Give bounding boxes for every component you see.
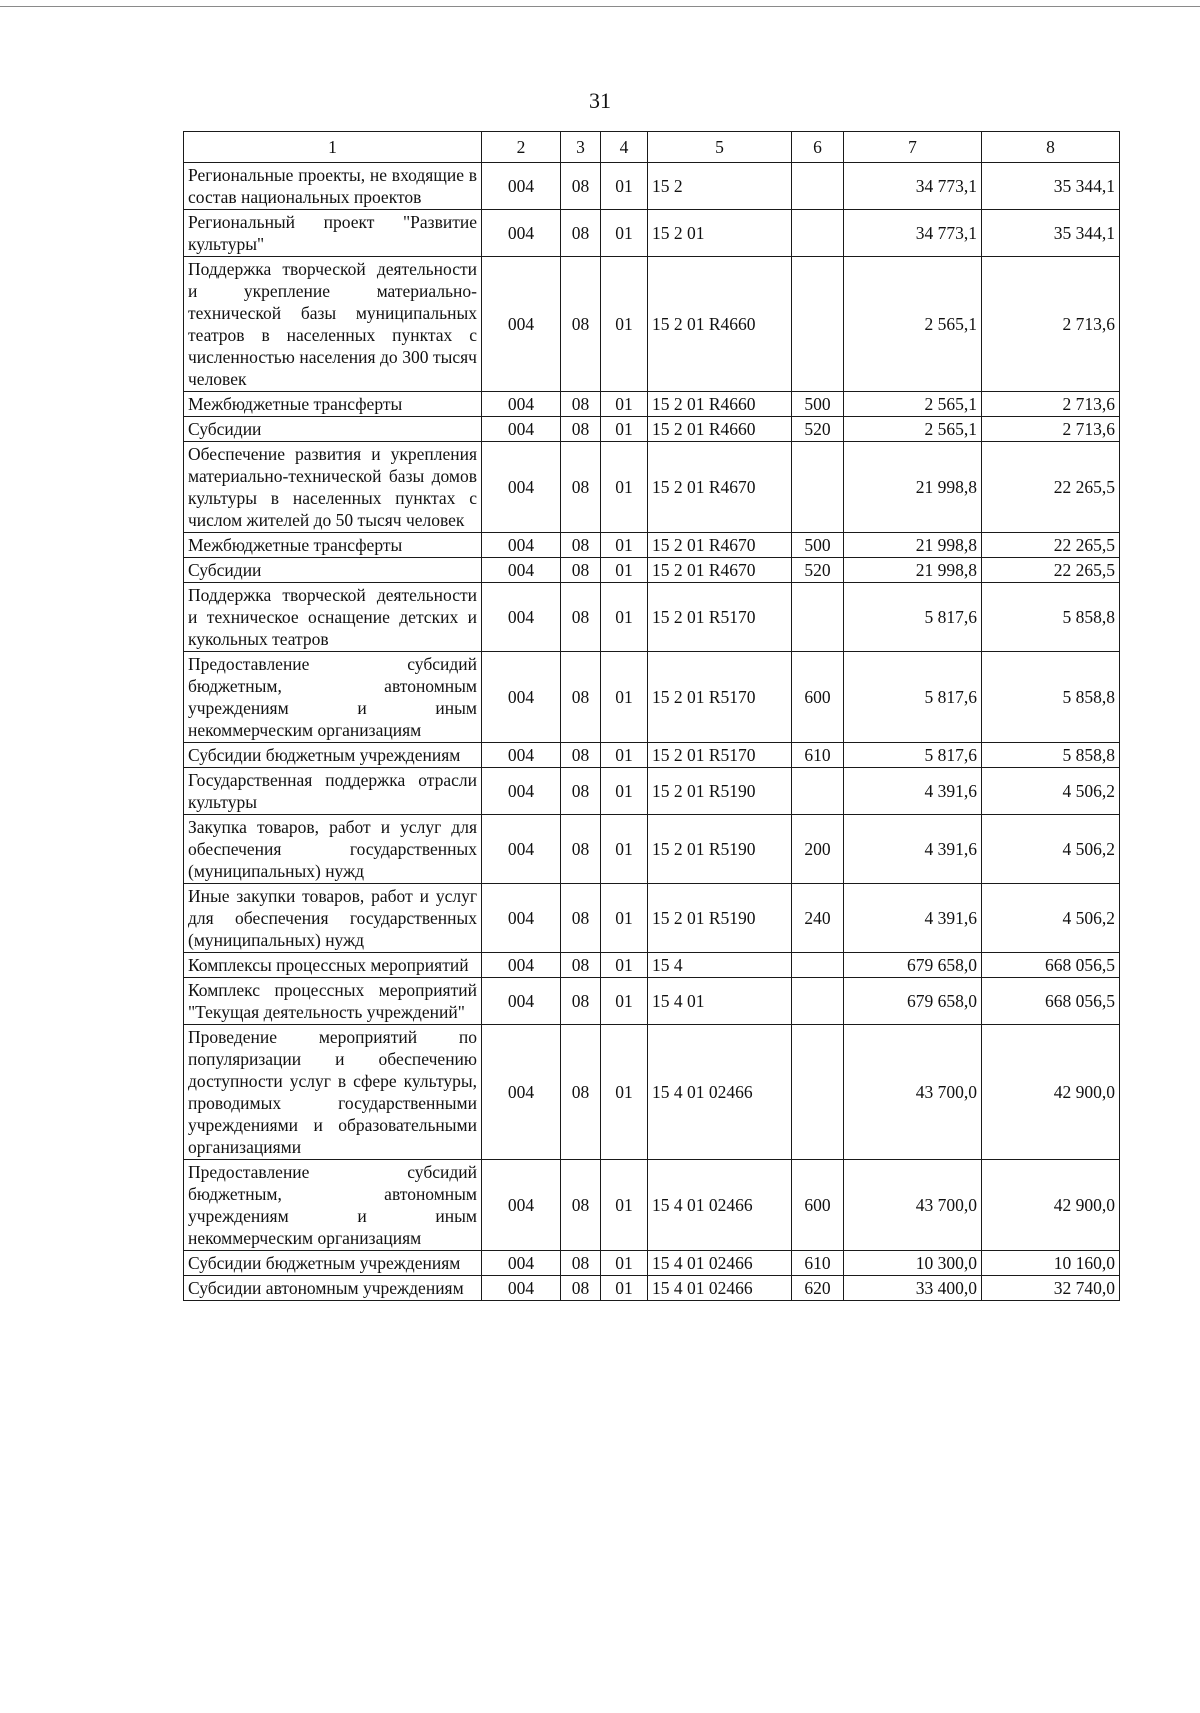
header-cell: 3 xyxy=(561,132,601,163)
amount-col8: 22 265,5 xyxy=(982,558,1120,583)
amount-col7: 4 391,6 xyxy=(844,768,982,815)
row-name: Поддержка творческой деятельности и техническое оснащение детских и кукольных театров xyxy=(184,583,482,652)
amount-col8: 668 056,5 xyxy=(982,953,1120,978)
subchapter-code: 01 xyxy=(601,768,648,815)
header-cell: 8 xyxy=(982,132,1120,163)
subchapter-code: 01 xyxy=(601,442,648,533)
row-name: Субсидии xyxy=(184,417,482,442)
subchapter-code: 01 xyxy=(601,743,648,768)
expense-type-code xyxy=(792,583,844,652)
amount-col8: 32 740,0 xyxy=(982,1276,1120,1301)
amount-col7: 21 998,8 xyxy=(844,533,982,558)
target-article-code: 15 2 01 R5170 xyxy=(648,743,792,768)
row-name: Межбюджетные трансферты xyxy=(184,392,482,417)
top-rule xyxy=(0,6,1200,7)
budget-table xyxy=(183,131,1120,1301)
row-name: Обеспечение развития и укрепления материально-технической базы домов культуры в населенных пунктах с числом жителей до 50 тысяч человек xyxy=(184,442,482,533)
section-code: 004 xyxy=(482,1025,561,1160)
table-row xyxy=(184,163,1120,210)
section-code: 004 xyxy=(482,417,561,442)
amount-col7: 33 400,0 xyxy=(844,1276,982,1301)
table-row xyxy=(184,257,1120,392)
expense-type-code: 500 xyxy=(792,533,844,558)
target-article-code: 15 4 01 02466 xyxy=(648,1251,792,1276)
target-article-code: 15 2 01 R4660 xyxy=(648,417,792,442)
row-name: Субсидии xyxy=(184,558,482,583)
row-name: Комплексы процессных мероприятий xyxy=(184,953,482,978)
row-name: Предоставление субсидий бюджетным, автономным учреждениям и иным некоммерческим организациям xyxy=(184,1160,482,1251)
target-article-code: 15 2 01 R5190 xyxy=(648,815,792,884)
header-cell: 5 xyxy=(648,132,792,163)
row-name: Региональный проект "Развитие культуры" xyxy=(184,210,482,257)
chapter-code: 08 xyxy=(561,652,601,743)
subchapter-code: 01 xyxy=(601,815,648,884)
target-article-code: 15 4 01 02466 xyxy=(648,1276,792,1301)
expense-type-code xyxy=(792,953,844,978)
table-row xyxy=(184,533,1120,558)
chapter-code: 08 xyxy=(561,583,601,652)
table-row xyxy=(184,1276,1120,1301)
target-article-code: 15 2 xyxy=(648,163,792,210)
table-row xyxy=(184,392,1120,417)
amount-col7: 43 700,0 xyxy=(844,1025,982,1160)
subchapter-code: 01 xyxy=(601,978,648,1025)
subchapter-code: 01 xyxy=(601,652,648,743)
row-name: Комплекс процессных мероприятий "Текущая деятельность учреждений" xyxy=(184,978,482,1025)
amount-col7: 10 300,0 xyxy=(844,1251,982,1276)
section-code: 004 xyxy=(482,558,561,583)
header-cell: 6 xyxy=(792,132,844,163)
subchapter-code: 01 xyxy=(601,533,648,558)
expense-type-code xyxy=(792,442,844,533)
amount-col7: 2 565,1 xyxy=(844,392,982,417)
amount-col8: 10 160,0 xyxy=(982,1251,1120,1276)
table-row xyxy=(184,417,1120,442)
expense-type-code: 610 xyxy=(792,1251,844,1276)
amount-col7: 5 817,6 xyxy=(844,583,982,652)
target-article-code: 15 2 01 R5170 xyxy=(648,652,792,743)
amount-col8: 42 900,0 xyxy=(982,1025,1120,1160)
chapter-code: 08 xyxy=(561,768,601,815)
table-row xyxy=(184,1160,1120,1251)
subchapter-code: 01 xyxy=(601,583,648,652)
page-number: 31 xyxy=(589,88,611,113)
subchapter-code: 01 xyxy=(601,884,648,953)
row-name: Региональные проекты, не входящие в состав национальных проектов xyxy=(184,163,482,210)
expense-type-code: 520 xyxy=(792,417,844,442)
chapter-code: 08 xyxy=(561,442,601,533)
chapter-code: 08 xyxy=(561,1251,601,1276)
chapter-code: 08 xyxy=(561,163,601,210)
row-name: Поддержка творческой деятельности и укрепление материально-технической базы муниципальных театров в населенных пунктах с численностью населения до 300 тысяч человек xyxy=(184,257,482,392)
amount-col7: 21 998,8 xyxy=(844,558,982,583)
chapter-code: 08 xyxy=(561,210,601,257)
subchapter-code: 01 xyxy=(601,953,648,978)
section-code: 004 xyxy=(482,442,561,533)
chapter-code: 08 xyxy=(561,1160,601,1251)
target-article-code: 15 2 01 R5190 xyxy=(648,884,792,953)
amount-col8: 668 056,5 xyxy=(982,978,1120,1025)
row-name: Проведение мероприятий по популяризации и обеспечению доступности услуг в сфере культуры, проводимых государственными учреждениями и образовательными организациями xyxy=(184,1025,482,1160)
amount-col7: 679 658,0 xyxy=(844,953,982,978)
section-code: 004 xyxy=(482,768,561,815)
subchapter-code: 01 xyxy=(601,417,648,442)
expense-type-code: 620 xyxy=(792,1276,844,1301)
amount-col7: 34 773,1 xyxy=(844,210,982,257)
amount-col8: 42 900,0 xyxy=(982,1160,1120,1251)
amount-col8: 35 344,1 xyxy=(982,210,1120,257)
amount-col7: 2 565,1 xyxy=(844,257,982,392)
amount-col8: 2 713,6 xyxy=(982,417,1120,442)
chapter-code: 08 xyxy=(561,978,601,1025)
section-code: 004 xyxy=(482,392,561,417)
subchapter-code: 01 xyxy=(601,1025,648,1160)
table-row xyxy=(184,1251,1120,1276)
chapter-code: 08 xyxy=(561,743,601,768)
table-row xyxy=(184,815,1120,884)
amount-col8: 22 265,5 xyxy=(982,442,1120,533)
expense-type-code xyxy=(792,257,844,392)
header-cell: 7 xyxy=(844,132,982,163)
target-article-code: 15 4 01 xyxy=(648,978,792,1025)
header-cell: 1 xyxy=(184,132,482,163)
chapter-code: 08 xyxy=(561,257,601,392)
amount-col7: 4 391,6 xyxy=(844,884,982,953)
section-code: 004 xyxy=(482,533,561,558)
subchapter-code: 01 xyxy=(601,558,648,583)
chapter-code: 08 xyxy=(561,392,601,417)
table-row xyxy=(184,1025,1120,1160)
target-article-code: 15 2 01 R4670 xyxy=(648,533,792,558)
amount-col7: 4 391,6 xyxy=(844,815,982,884)
subchapter-code: 01 xyxy=(601,210,648,257)
section-code: 004 xyxy=(482,978,561,1025)
subchapter-code: 01 xyxy=(601,257,648,392)
section-code: 004 xyxy=(482,583,561,652)
target-article-code: 15 4 01 02466 xyxy=(648,1025,792,1160)
table-row xyxy=(184,442,1120,533)
target-article-code: 15 4 xyxy=(648,953,792,978)
section-code: 004 xyxy=(482,1276,561,1301)
table-row xyxy=(184,768,1120,815)
subchapter-code: 01 xyxy=(601,1160,648,1251)
amount-col8: 5 858,8 xyxy=(982,743,1120,768)
amount-col8: 2 713,6 xyxy=(982,392,1120,417)
header-row xyxy=(184,132,1120,163)
section-code: 004 xyxy=(482,815,561,884)
amount-col8: 2 713,6 xyxy=(982,257,1120,392)
target-article-code: 15 2 01 R4660 xyxy=(648,392,792,417)
section-code: 004 xyxy=(482,1160,561,1251)
chapter-code: 08 xyxy=(561,533,601,558)
expense-type-code: 520 xyxy=(792,558,844,583)
amount-col7: 5 817,6 xyxy=(844,743,982,768)
target-article-code: 15 2 01 xyxy=(648,210,792,257)
chapter-code: 08 xyxy=(561,558,601,583)
section-code: 004 xyxy=(482,743,561,768)
subchapter-code: 01 xyxy=(601,1276,648,1301)
expense-type-code xyxy=(792,978,844,1025)
target-article-code: 15 2 01 R4660 xyxy=(648,257,792,392)
expense-type-code xyxy=(792,1025,844,1160)
row-name: Предоставление субсидий бюджетным, автономным учреждениям и иным некоммерческим организациям xyxy=(184,652,482,743)
row-name: Субсидии бюджетным учреждениям xyxy=(184,743,482,768)
expense-type-code: 600 xyxy=(792,652,844,743)
amount-col8: 4 506,2 xyxy=(982,815,1120,884)
row-name: Межбюджетные трансферты xyxy=(184,533,482,558)
subchapter-code: 01 xyxy=(601,392,648,417)
chapter-code: 08 xyxy=(561,953,601,978)
section-code: 004 xyxy=(482,257,561,392)
chapter-code: 08 xyxy=(561,884,601,953)
amount-col8: 4 506,2 xyxy=(982,884,1120,953)
amount-col7: 679 658,0 xyxy=(844,978,982,1025)
amount-col8: 5 858,8 xyxy=(982,583,1120,652)
chapter-code: 08 xyxy=(561,815,601,884)
target-article-code: 15 2 01 R5170 xyxy=(648,583,792,652)
target-article-code: 15 4 01 02466 xyxy=(648,1160,792,1251)
chapter-code: 08 xyxy=(561,1276,601,1301)
row-name: Субсидии бюджетным учреждениям xyxy=(184,1251,482,1276)
table-row xyxy=(184,743,1120,768)
amount-col8: 35 344,1 xyxy=(982,163,1120,210)
expense-type-code xyxy=(792,163,844,210)
amount-col8: 22 265,5 xyxy=(982,533,1120,558)
table-row xyxy=(184,953,1120,978)
expense-type-code: 200 xyxy=(792,815,844,884)
table-row xyxy=(184,884,1120,953)
target-article-code: 15 2 01 R4670 xyxy=(648,558,792,583)
amount-col8: 4 506,2 xyxy=(982,768,1120,815)
expense-type-code: 600 xyxy=(792,1160,844,1251)
section-code: 004 xyxy=(482,210,561,257)
table-row xyxy=(184,210,1120,257)
subchapter-code: 01 xyxy=(601,1251,648,1276)
chapter-code: 08 xyxy=(561,417,601,442)
row-name: Субсидии автономным учреждениям xyxy=(184,1276,482,1301)
expense-type-code xyxy=(792,210,844,257)
section-code: 004 xyxy=(482,884,561,953)
row-name: Государственная поддержка отрасли культуры xyxy=(184,768,482,815)
section-code: 004 xyxy=(482,163,561,210)
header-cell: 2 xyxy=(482,132,561,163)
target-article-code: 15 2 01 R5190 xyxy=(648,768,792,815)
section-code: 004 xyxy=(482,1251,561,1276)
section-code: 004 xyxy=(482,652,561,743)
subchapter-code: 01 xyxy=(601,163,648,210)
amount-col7: 43 700,0 xyxy=(844,1160,982,1251)
row-name: Закупка товаров, работ и услуг для обеспечения государственных (муниципальных) нужд xyxy=(184,815,482,884)
expense-type-code: 500 xyxy=(792,392,844,417)
expense-type-code xyxy=(792,768,844,815)
section-code: 004 xyxy=(482,953,561,978)
amount-col7: 34 773,1 xyxy=(844,163,982,210)
target-article-code: 15 2 01 R4670 xyxy=(648,442,792,533)
amount-col8: 5 858,8 xyxy=(982,652,1120,743)
chapter-code: 08 xyxy=(561,1025,601,1160)
expense-type-code: 240 xyxy=(792,884,844,953)
table-row xyxy=(184,978,1120,1025)
expense-type-code: 610 xyxy=(792,743,844,768)
amount-col7: 2 565,1 xyxy=(844,417,982,442)
table-row xyxy=(184,652,1120,743)
table-row xyxy=(184,558,1120,583)
header-cell: 4 xyxy=(601,132,648,163)
amount-col7: 5 817,6 xyxy=(844,652,982,743)
amount-col7: 21 998,8 xyxy=(844,442,982,533)
table-row xyxy=(184,583,1120,652)
row-name: Иные закупки товаров, работ и услуг для обеспечения государственных (муниципальных) нужд xyxy=(184,884,482,953)
